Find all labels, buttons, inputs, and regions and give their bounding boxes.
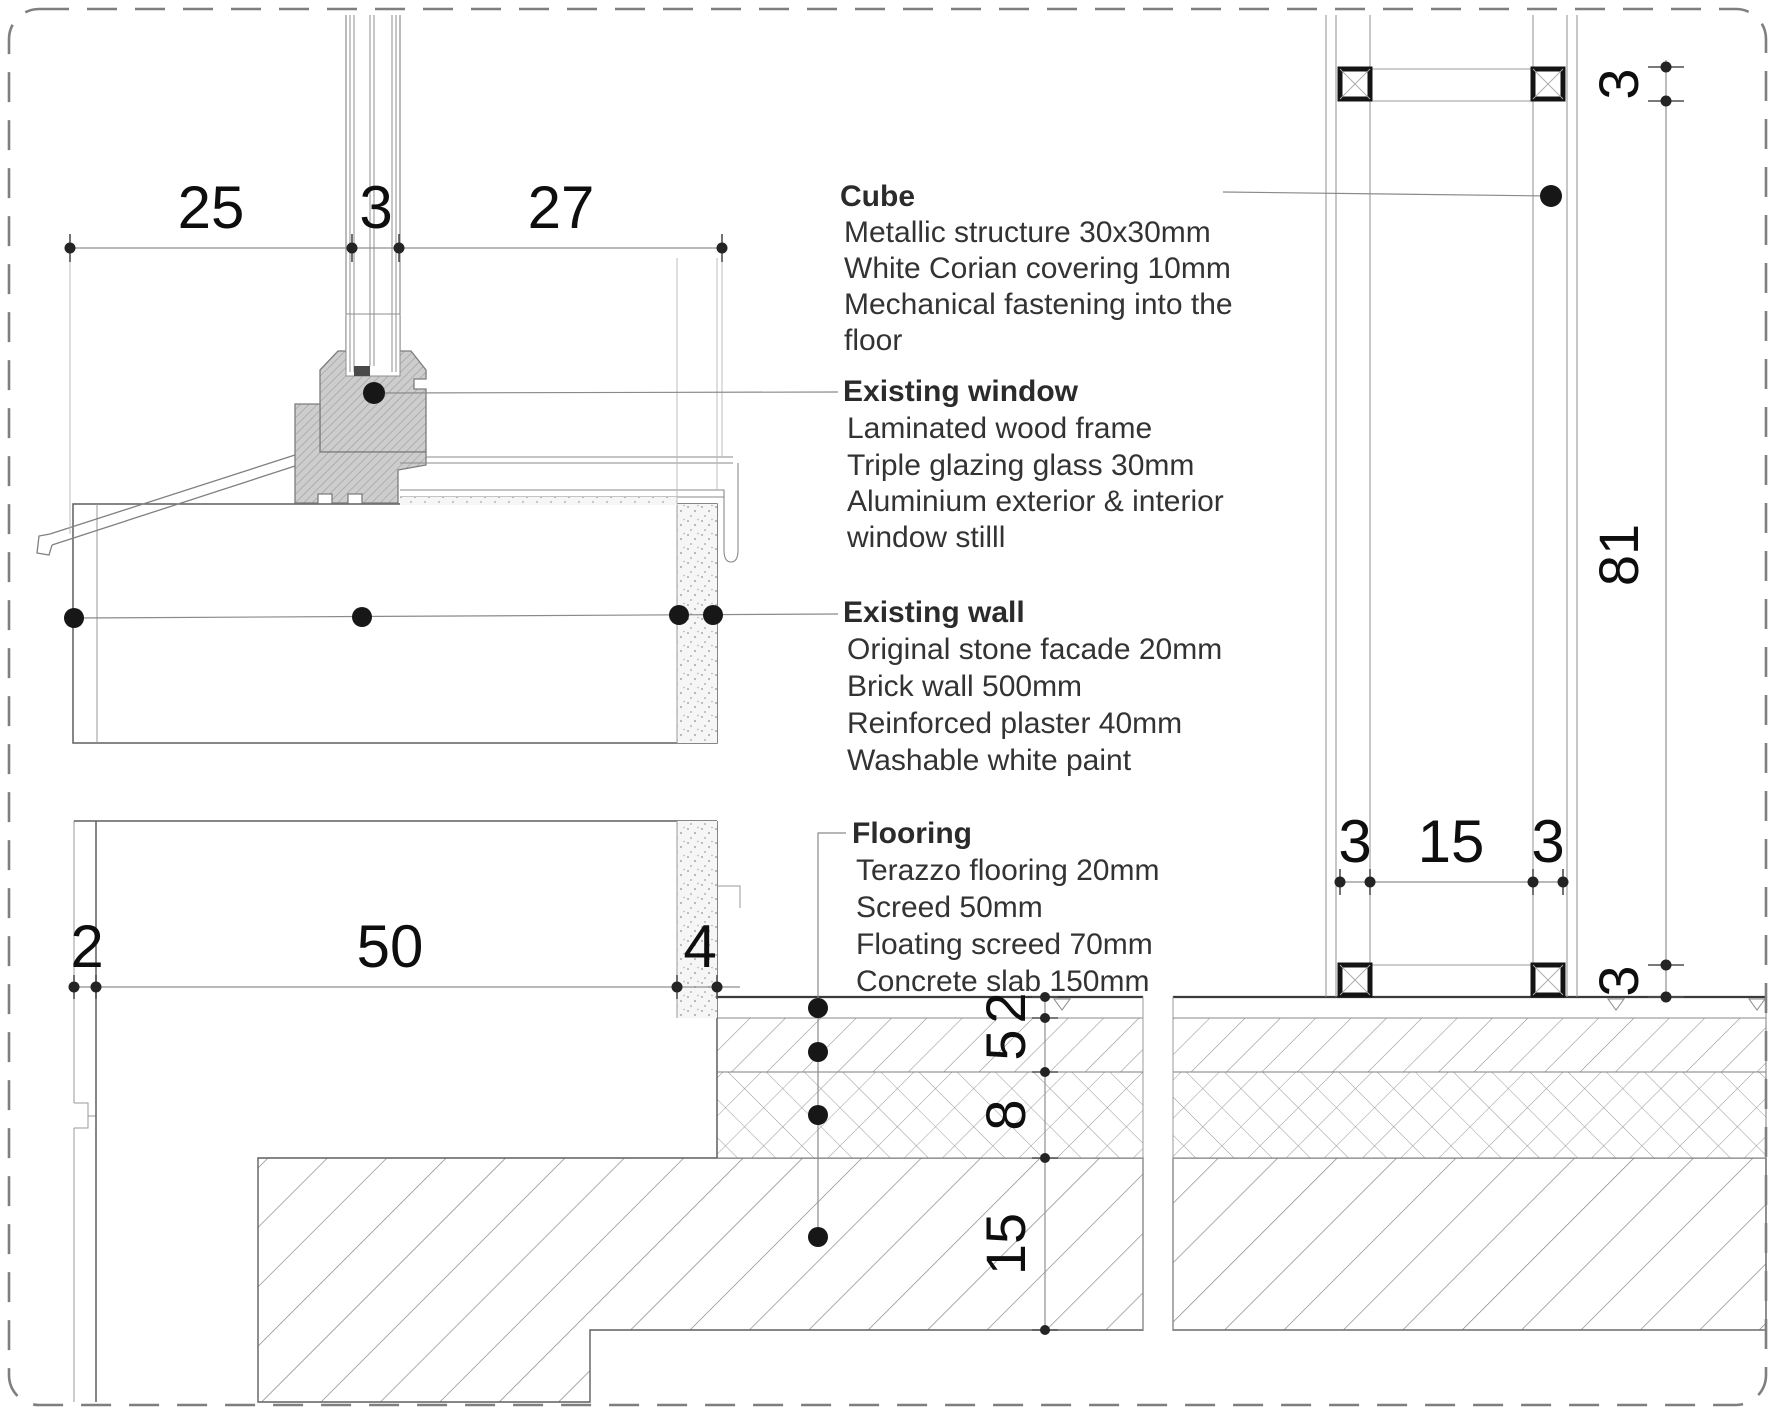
dim-value: 2 — [70, 913, 104, 980]
annotation-existing-window — [843, 375, 1224, 554]
wall-base-dimension — [69, 913, 741, 999]
facade-joint-notch — [74, 1103, 88, 1128]
annotation-line: Terazzo flooring 20mm — [856, 854, 1160, 887]
dim-dot — [1040, 1013, 1050, 1023]
annotation-flooring — [852, 817, 1159, 998]
dim-dot — [1528, 877, 1539, 888]
dim-dot — [1040, 1325, 1050, 1335]
annotation-line: Aluminium exterior & interior — [847, 485, 1224, 518]
dim-dot — [717, 243, 728, 254]
annotation-title: Flooring — [852, 817, 972, 850]
dim-dot — [1558, 877, 1569, 888]
dim-dot — [712, 982, 723, 993]
dim-value: 3 — [1587, 965, 1650, 997]
glazing-gasket — [354, 366, 370, 376]
annotation-line: Floating screed 70mm — [856, 928, 1153, 961]
leader-dot — [363, 382, 385, 404]
cube-leader-line — [1223, 192, 1551, 196]
terrazzo-right — [1173, 997, 1766, 1018]
dim-value: 3 — [1587, 68, 1650, 100]
dim-value: 15 — [1417, 808, 1485, 875]
dim-dot — [1661, 960, 1672, 971]
screed-right — [1173, 1018, 1766, 1072]
existing-window-assembly — [37, 15, 738, 562]
dim-dot — [1661, 62, 1672, 73]
existing-wall-plan — [73, 504, 717, 743]
dim-dot — [672, 982, 683, 993]
leader-dot — [808, 1227, 828, 1247]
leader-dot — [352, 607, 372, 627]
floor-joint-gap — [1144, 996, 1172, 1332]
cube-width-dimension — [1335, 808, 1569, 895]
annotation-line: Metallic structure 30x30mm — [844, 216, 1211, 249]
dim-value: 4 — [683, 913, 717, 980]
annotation-line: Original stone facade 20mm — [847, 633, 1223, 666]
metal-tube-icon — [1533, 69, 1563, 99]
leader-dot — [808, 1105, 828, 1125]
annotation-line: Screed 50mm — [856, 891, 1043, 924]
dim-value: 3 — [1531, 808, 1565, 875]
dim-dot — [1040, 1067, 1050, 1077]
annotation-line: Brick wall 500mm — [847, 670, 1083, 703]
floating-screed-right — [1173, 1072, 1766, 1158]
dim-dot — [65, 243, 76, 254]
leader-dot — [808, 998, 828, 1018]
dim-value: 3 — [359, 174, 393, 241]
annotation-title: Existing window — [843, 375, 1079, 408]
annotation-line: Washable white paint — [847, 744, 1132, 777]
dim-value: 15 — [974, 1212, 1037, 1276]
leader-dot — [669, 605, 689, 625]
dim-value: 8 — [974, 1099, 1037, 1131]
floating-screed-left — [717, 1072, 1143, 1158]
annotation-title: Cube — [840, 180, 915, 213]
annotation-line: Concrete slab 150mm — [856, 965, 1150, 998]
leader-dot — [808, 1042, 828, 1062]
dim-value: 3 — [1338, 808, 1372, 875]
concrete-slab-left — [258, 1158, 1143, 1402]
cube-vertical-dimension — [1587, 60, 1684, 1003]
dim-dot — [1365, 877, 1376, 888]
dim-dot — [1335, 877, 1346, 888]
annotation-title: Existing wall — [843, 596, 1025, 629]
leader-dot — [703, 605, 723, 625]
dim-dot — [394, 243, 405, 254]
dim-value: 25 — [177, 174, 245, 241]
annotation-line: White Corian covering 10mm — [844, 252, 1231, 285]
dim-value: 27 — [527, 174, 595, 241]
dim-dot — [347, 243, 358, 254]
annotation-line: window stilll — [847, 521, 1006, 554]
annotation-line: Reinforced plaster 40mm — [847, 707, 1183, 740]
dim-value: 2 — [974, 992, 1037, 1024]
dim-dot — [69, 982, 80, 993]
concrete-slab-right — [1173, 1158, 1766, 1330]
metal-tube-icon — [1533, 965, 1563, 995]
dim-dot — [1661, 992, 1672, 1003]
dim-value: 5 — [974, 1029, 1037, 1061]
window-leader-line — [374, 392, 838, 393]
annotation-line: Mechanical fastening into the — [844, 288, 1233, 321]
leader-dot — [1540, 185, 1562, 207]
annotation-existing-wall — [843, 596, 1222, 777]
annotation-cube — [840, 180, 1233, 357]
screed-left — [717, 1018, 1143, 1072]
metal-tube-icon — [1340, 69, 1370, 99]
dim-value: 50 — [356, 913, 424, 980]
annotation-line: Laminated wood frame — [847, 412, 1153, 445]
sill-mortar-bed — [400, 497, 677, 505]
metal-tube-icon — [1340, 965, 1370, 995]
dim-dot — [91, 982, 102, 993]
leader-dot — [64, 608, 84, 628]
wall-plan-body — [73, 504, 717, 743]
dim-dot — [1661, 96, 1672, 107]
annotation-line: floor — [844, 324, 903, 357]
annotation-line: Triple glazing glass 30mm — [847, 449, 1195, 482]
dim-dot — [1040, 1153, 1050, 1163]
dim-value: 81 — [1587, 523, 1650, 587]
terrazzo-left — [717, 997, 1143, 1018]
corner-profile — [717, 886, 740, 908]
